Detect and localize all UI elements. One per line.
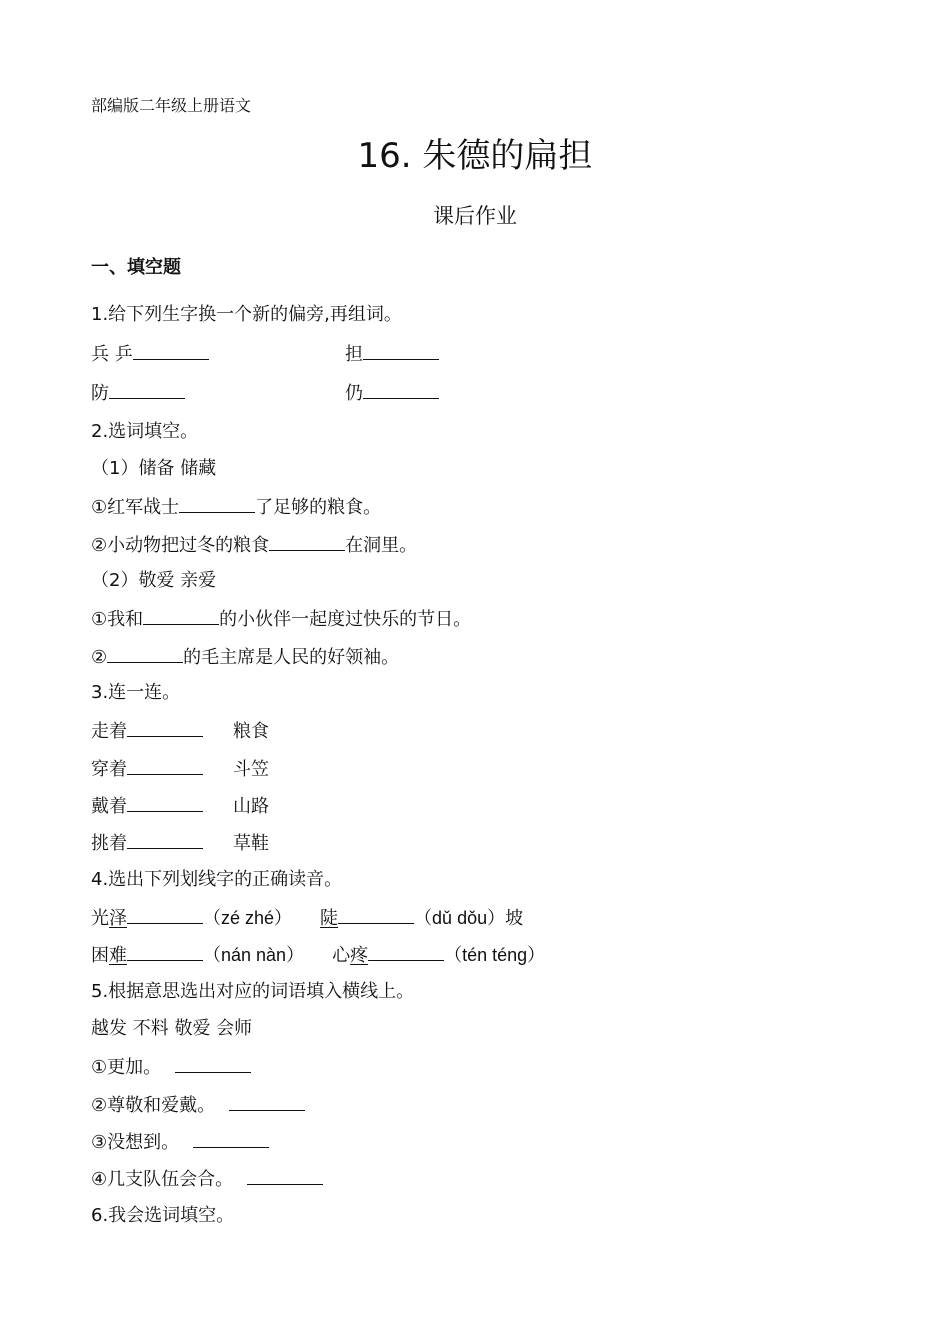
question-6-prompt: 6.我会选词填空。 xyxy=(91,1205,235,1226)
word-text: 光 xyxy=(91,908,109,929)
definition-text: ③没想到。 xyxy=(91,1132,180,1153)
matching-row xyxy=(91,756,269,782)
underlined-char: 陡 xyxy=(320,908,339,929)
word-text: 心 xyxy=(332,945,351,966)
definition-text: ④几支队伍会合。 xyxy=(91,1169,234,1190)
question-1-row-1 xyxy=(91,341,851,367)
answer-blank[interactable] xyxy=(107,644,183,663)
answer-blank[interactable] xyxy=(179,494,255,513)
question-1-prompt: 1.给下列生字换一个新的偏旁,再组词。 xyxy=(91,304,402,325)
matching-row xyxy=(91,830,269,856)
underlined-char: 泽 xyxy=(109,908,127,929)
pinyin-options: （nán nàn） xyxy=(203,945,305,965)
question-1-char: 担 xyxy=(345,344,363,365)
underlined-char: 疼 xyxy=(350,945,369,966)
answer-blank[interactable] xyxy=(133,341,209,360)
document-header: 部编版二年级上册语文 xyxy=(91,96,252,115)
question-2-part-1-options: （1）储备 储藏 xyxy=(91,458,217,479)
pinyin-options: （dǔ dǒu）坡 xyxy=(414,908,524,928)
question-2-part-2-options: （2）敬爱 亲爱 xyxy=(91,570,217,591)
answer-blank[interactable] xyxy=(368,942,444,961)
question-1-char: 兵 乒 xyxy=(91,344,133,365)
matching-right: 斗笠 xyxy=(233,759,269,780)
answer-blank[interactable] xyxy=(193,1129,269,1148)
answer-blank[interactable] xyxy=(143,606,219,625)
pinyin-options: （zé zhé） xyxy=(203,908,293,928)
definition-text: ①更加。 xyxy=(91,1057,162,1078)
question-1-char: 防 xyxy=(91,383,109,404)
matching-left: 挑着 xyxy=(91,833,127,854)
question-5-options: 越发 不料 敬爱 会师 xyxy=(91,1018,253,1039)
answer-blank[interactable] xyxy=(247,1166,323,1185)
definition-row xyxy=(91,1166,323,1192)
pinyin-options: （tén téng） xyxy=(444,945,546,965)
answer-blank[interactable] xyxy=(127,756,203,775)
definition-text: ②尊敬和爱戴。 xyxy=(91,1095,216,1116)
question-2-item xyxy=(91,644,399,670)
pinyin-row xyxy=(91,905,523,931)
answer-blank[interactable] xyxy=(269,532,345,551)
matching-left: 走着 xyxy=(91,721,127,742)
matching-row xyxy=(91,718,269,744)
answer-blank[interactable] xyxy=(109,380,185,399)
pinyin-row xyxy=(91,942,545,968)
question-2-item xyxy=(91,532,417,558)
item-text: ② xyxy=(91,647,108,668)
question-2-item xyxy=(91,606,471,632)
item-text: ②小动物把过冬的粮食 xyxy=(91,535,270,556)
item-text: 在洞里。 xyxy=(345,535,418,556)
answer-blank[interactable] xyxy=(127,718,203,737)
answer-blank[interactable] xyxy=(127,793,203,812)
matching-left: 戴着 xyxy=(91,796,127,817)
answer-blank[interactable] xyxy=(127,905,203,924)
word-text: 困 xyxy=(91,945,109,966)
question-3-prompt: 3.连一连。 xyxy=(91,682,181,703)
answer-blank[interactable] xyxy=(363,341,439,360)
definition-row xyxy=(91,1129,269,1155)
item-text: 的小伙伴一起度过快乐的节日。 xyxy=(219,609,472,630)
page-subtitle: 课后作业 xyxy=(433,204,517,228)
question-5-prompt: 5.根据意思选出对应的词语填入横线上。 xyxy=(91,981,415,1002)
question-4-prompt: 4.选出下列划线字的正确读音。 xyxy=(91,869,343,890)
question-1-char: 仍 xyxy=(345,383,363,404)
answer-blank[interactable] xyxy=(175,1054,251,1073)
answer-blank[interactable] xyxy=(338,905,414,924)
matching-right: 草鞋 xyxy=(233,833,269,854)
page-title: 16. 朱德的扁担 xyxy=(357,136,593,176)
question-2-prompt: 2.选词填空。 xyxy=(91,421,199,442)
answer-blank[interactable] xyxy=(127,942,203,961)
section-heading: 一、填空题 xyxy=(91,257,181,278)
item-text: ①我和 xyxy=(91,609,144,630)
matching-right: 山路 xyxy=(233,796,269,817)
answer-blank[interactable] xyxy=(363,380,439,399)
item-text: 的毛主席是人民的好领袖。 xyxy=(183,647,400,668)
answer-blank[interactable] xyxy=(127,830,203,849)
question-1-row-2 xyxy=(91,380,851,406)
underlined-char: 难 xyxy=(109,945,127,966)
matching-right: 粮食 xyxy=(233,721,269,742)
item-text: 了足够的粮食。 xyxy=(255,497,382,518)
answer-blank[interactable] xyxy=(229,1092,305,1111)
definition-row xyxy=(91,1054,251,1080)
question-2-item xyxy=(91,494,381,520)
item-text: ①红军战士 xyxy=(91,497,180,518)
matching-left: 穿着 xyxy=(91,759,127,780)
matching-row xyxy=(91,793,269,819)
definition-row xyxy=(91,1092,305,1118)
